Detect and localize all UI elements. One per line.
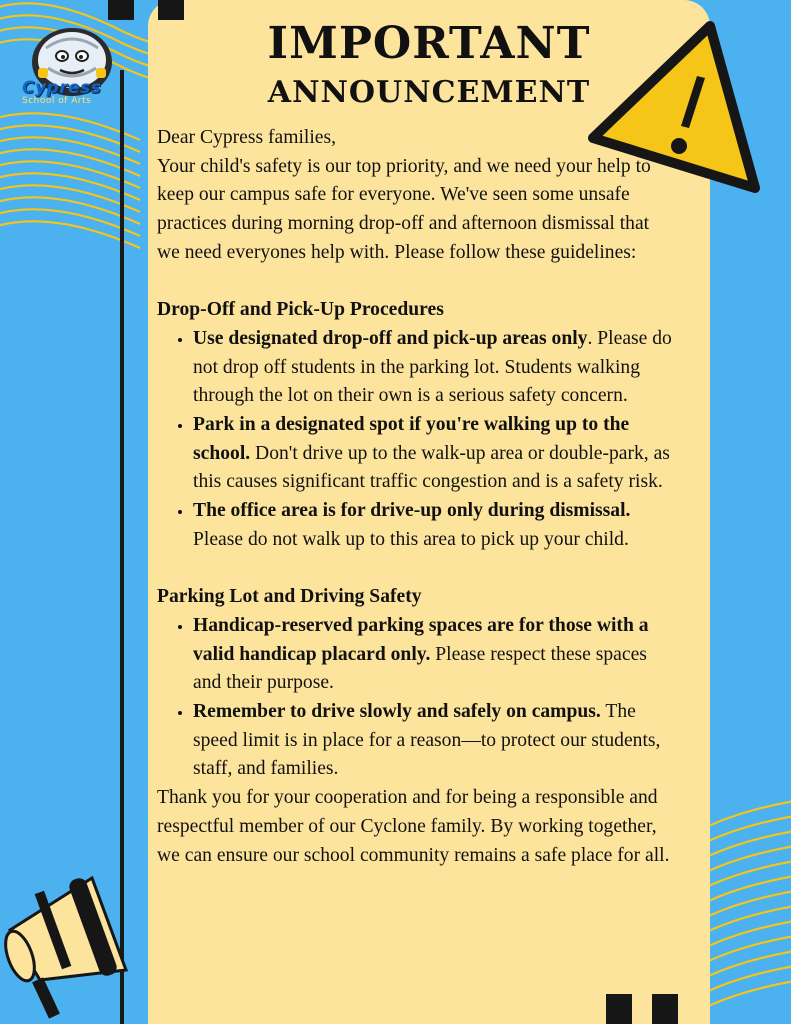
- quote-mark-bottom-right: [606, 994, 632, 1024]
- closing-paragraph: Thank you for your cooperation and for being a responsible and respectful member of our Cyclone family. By working together, we can ensure our school community remains a safe place for all.: [157, 787, 670, 866]
- page-subtitle: ANNOUNCEMENT: [267, 75, 591, 110]
- list-item: • Remember to drive slowly and safely on campus. The speed limit is in place for a reason—to protect our students, staff, and families.: [193, 698, 672, 784]
- greeting: Dear Cypress families,: [157, 127, 337, 148]
- section-heading: Parking Lot and Driving Safety: [157, 586, 422, 608]
- list-item: • Use designated drop-off and pick-up areas only. Please do not drop off students in the parking lot. Students walking through the lot on their own is a serious safety concern.: [193, 325, 672, 411]
- parking-list: [157, 612, 672, 784]
- list-item: • Handicap-reserved parking spaces are for those with a valid handicap placard only. Please respect these spaces and their purpose.: [193, 612, 672, 698]
- list-item: • Park in a designated spot if you're walking up to the school. Don't drive up to the walk-up area or double-park, as this causes significant traffic congestion and is a safety risk.: [193, 411, 672, 497]
- megaphone-icon: [0, 860, 140, 1024]
- page-title: IMPORTANT: [267, 18, 591, 69]
- logo-subtitle: School of Arts: [22, 96, 92, 106]
- section-heading: Drop-Off and Pick-Up Procedures: [157, 299, 444, 321]
- list-item: • The office area is for drive-up only during dismissal. Please do not walk up to this area to pick up your child.: [193, 497, 672, 554]
- quote-mark-top-left: [108, 0, 134, 20]
- logo-name: Cypress: [22, 78, 102, 98]
- quote-mark-top-left: [158, 0, 184, 20]
- announcement-body: [157, 124, 672, 870]
- intro-paragraph: Your child's safety is our top priority, and we need your help to keep our campus safe for everyone. We've seen some unsafe practices during morning drop-off and afternoon dismissal that we need everyones help with. Please follow these guidelines:: [157, 155, 651, 263]
- quote-mark-bottom-right: [652, 994, 678, 1024]
- dropoff-list: [157, 325, 672, 555]
